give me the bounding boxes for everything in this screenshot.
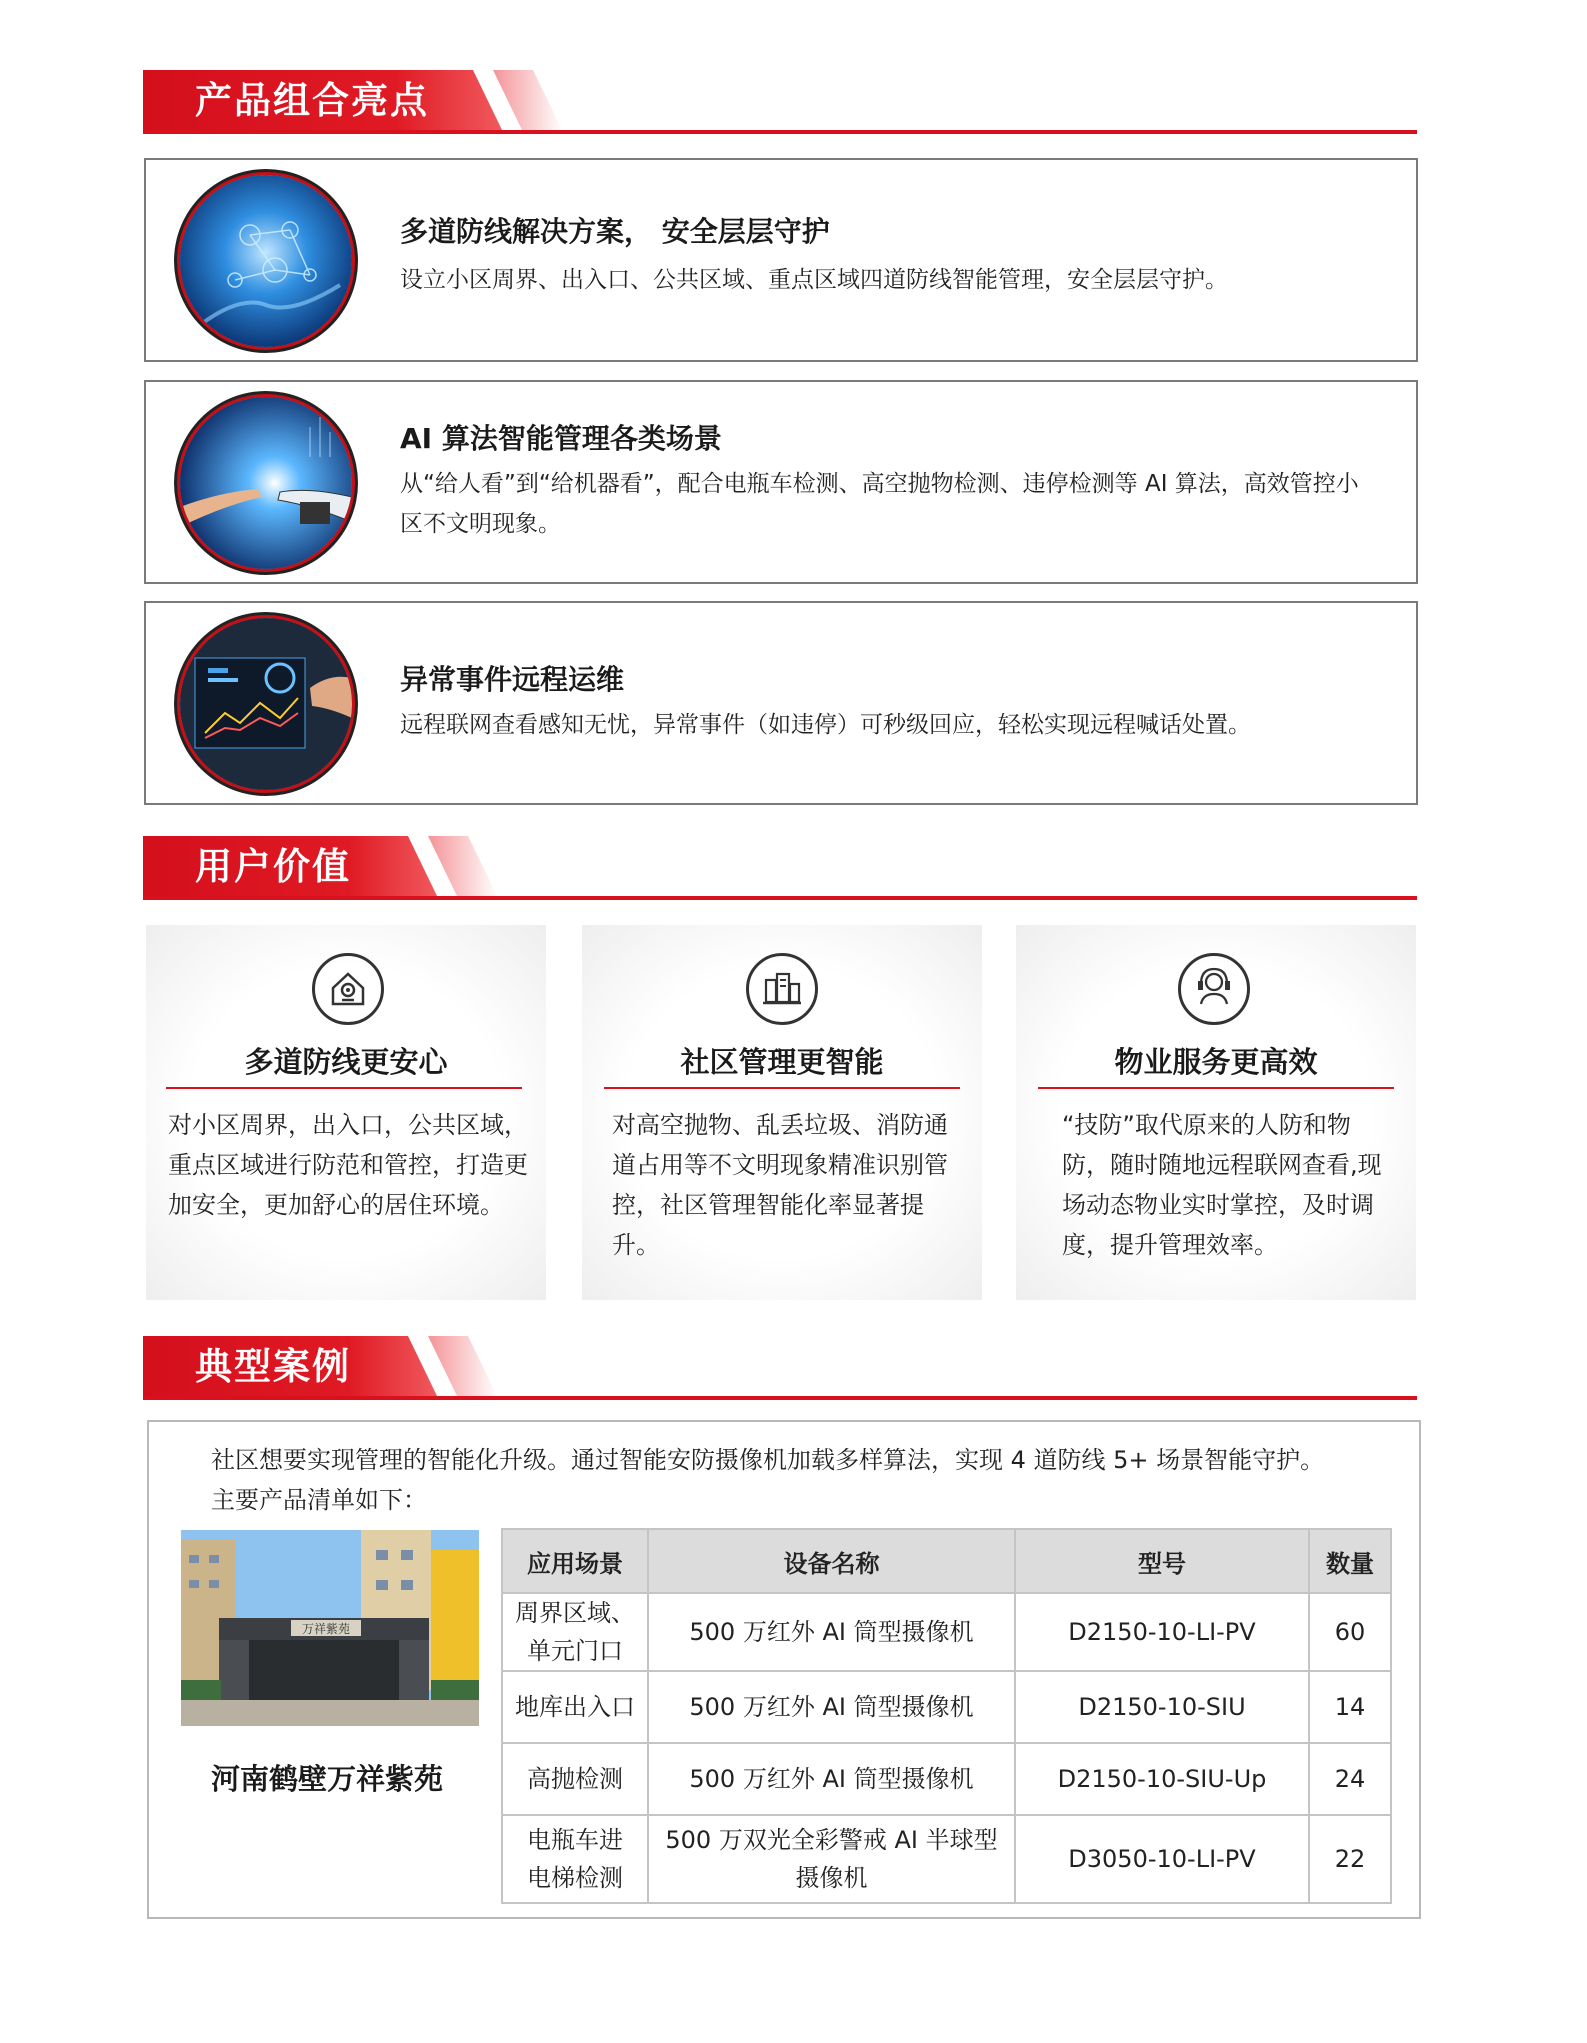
cell-line: 地库出入口 bbox=[515, 1693, 635, 1721]
highlight-title: AI 算法智能管理各类场景 bbox=[400, 422, 722, 455]
col-header-model: 型号 bbox=[1015, 1529, 1309, 1593]
cell-qty: 60 bbox=[1309, 1593, 1391, 1671]
section-header-user-value bbox=[143, 836, 1417, 898]
section-title: 产品组合亮点 bbox=[195, 79, 429, 122]
cell-line: 500 万红外 AI 筒型摄像机 bbox=[689, 1765, 974, 1793]
cell-model: D3050-10-LI-PV bbox=[1015, 1815, 1309, 1903]
header-stripe bbox=[428, 836, 498, 898]
highlight-card-defense bbox=[144, 158, 1418, 362]
cell-scene bbox=[502, 1593, 648, 1671]
user-value-title: 物业服务更高效 bbox=[1114, 1045, 1318, 1079]
user-value-divider bbox=[604, 1087, 960, 1089]
case-intro-line: 主要产品清单如下： bbox=[211, 1486, 427, 1514]
cell-scene bbox=[502, 1815, 648, 1903]
user-value-card-efficient bbox=[1016, 925, 1416, 1300]
table-row bbox=[502, 1593, 1391, 1671]
case-intro bbox=[211, 1440, 1411, 1520]
user-value-card-smart bbox=[582, 925, 982, 1300]
cell-line: 高抛检测 bbox=[527, 1765, 623, 1793]
highlight-title: 异常事件远程运维 bbox=[400, 663, 625, 696]
community-buildings-icon bbox=[746, 953, 818, 1025]
table-row bbox=[502, 1743, 1391, 1815]
cell-qty: 24 bbox=[1309, 1743, 1391, 1815]
highlight-desc: 设立小区周界、出入口、公共区域、重点区域四道防线智能管理，安全层层守护。 bbox=[400, 267, 1228, 293]
section-header-case bbox=[143, 1336, 1417, 1398]
section-divider bbox=[143, 1396, 1417, 1400]
cell-device bbox=[648, 1671, 1015, 1743]
cell-line: 电梯检测 bbox=[527, 1864, 623, 1892]
cell-model: D2150-10-SIU bbox=[1015, 1671, 1309, 1743]
cell-line: 周界区域、 bbox=[515, 1599, 635, 1627]
cell-device bbox=[648, 1593, 1015, 1671]
cell-model: D2150-10-SIU-Up bbox=[1015, 1743, 1309, 1815]
cell-line: 单元门口 bbox=[527, 1637, 623, 1665]
case-location: 河南鹤壁万祥紫苑 bbox=[211, 1762, 444, 1796]
header-stripe bbox=[428, 1336, 498, 1398]
user-value-text: 对小区周界，出入口，公共区域，重点区域进行防范和管控，打造更加安全，更加舒心的居住环境。 bbox=[168, 1111, 528, 1219]
headset-service-icon bbox=[1178, 953, 1250, 1025]
section-title: 用户价值 bbox=[195, 845, 351, 888]
community-gate-photo bbox=[181, 1530, 479, 1726]
highlight-desc: 从“给人看”到“给机器看”，配合电瓶车检测、高空抛物检测、违停检测等 AI 算法，高效管控小区不文明现象。 bbox=[400, 471, 1359, 537]
cell-device bbox=[648, 1743, 1015, 1815]
highlight-card-ai bbox=[144, 380, 1418, 584]
cell-line: 500 万双光全彩警戒 AI 半球型 bbox=[665, 1826, 998, 1854]
user-value-text: “技防”取代原来的人防和物防，随时随地远程联网查看,现场动态物业实时掌控，及时调度，提升管理效率。 bbox=[1062, 1111, 1382, 1259]
house-location-icon bbox=[312, 953, 384, 1025]
robot-hand-image bbox=[180, 397, 352, 569]
cell-line: 500 万红外 AI 筒型摄像机 bbox=[689, 1618, 974, 1646]
table-row bbox=[502, 1671, 1391, 1743]
cell-scene bbox=[502, 1743, 648, 1815]
dashboard-image bbox=[180, 618, 352, 790]
col-header-qty: 数量 bbox=[1309, 1529, 1391, 1593]
section-divider bbox=[143, 896, 1417, 900]
table-header-row bbox=[502, 1529, 1391, 1593]
section-divider bbox=[143, 130, 1417, 134]
gate-sign: 万祥紫苑 bbox=[301, 1622, 351, 1636]
highlight-title: 多道防线解决方案， 安全层层守护 bbox=[400, 215, 830, 248]
cell-qty: 22 bbox=[1309, 1815, 1391, 1903]
header-stripe bbox=[493, 70, 563, 132]
col-header-scene: 应用场景 bbox=[502, 1529, 648, 1593]
cell-line: 500 万红外 AI 筒型摄像机 bbox=[689, 1693, 974, 1721]
user-value-card-safe bbox=[146, 925, 546, 1300]
section-title: 典型案例 bbox=[195, 1345, 351, 1388]
highlight-desc: 远程联网查看感知无忧，异常事件（如违停）可秒级回应，轻松实现远程喊话处置。 bbox=[400, 712, 1251, 738]
table-row bbox=[502, 1815, 1391, 1903]
user-value-divider bbox=[166, 1087, 522, 1089]
user-value-title: 多道防线更安心 bbox=[244, 1045, 448, 1079]
cell-model: D2150-10-LI-PV bbox=[1015, 1593, 1309, 1671]
case-intro-line: 社区想要实现管理的智能化升级。通过智能安防摄像机加载多样算法，实现 4 道防线 5+ 场景智能守护。 bbox=[211, 1446, 1325, 1474]
section-header-highlights bbox=[143, 70, 1417, 132]
cell-scene bbox=[502, 1671, 648, 1743]
cell-line: 摄像机 bbox=[795, 1864, 868, 1892]
cell-line: 电瓶车进 bbox=[527, 1826, 623, 1854]
cell-qty: 14 bbox=[1309, 1671, 1391, 1743]
user-value-title: 社区管理更智能 bbox=[680, 1045, 884, 1079]
user-value-text: 对高空抛物、乱丢垃圾、消防通道占用等不文明现象精准识别管控，社区管理智能化率显著提升。 bbox=[612, 1111, 948, 1259]
tech-network-image bbox=[180, 175, 352, 347]
col-header-device: 设备名称 bbox=[648, 1529, 1015, 1593]
user-value-divider bbox=[1038, 1087, 1394, 1089]
highlight-card-remote bbox=[144, 601, 1418, 805]
product-table bbox=[501, 1528, 1392, 1904]
cell-device bbox=[648, 1815, 1015, 1903]
case-box bbox=[147, 1420, 1421, 1919]
